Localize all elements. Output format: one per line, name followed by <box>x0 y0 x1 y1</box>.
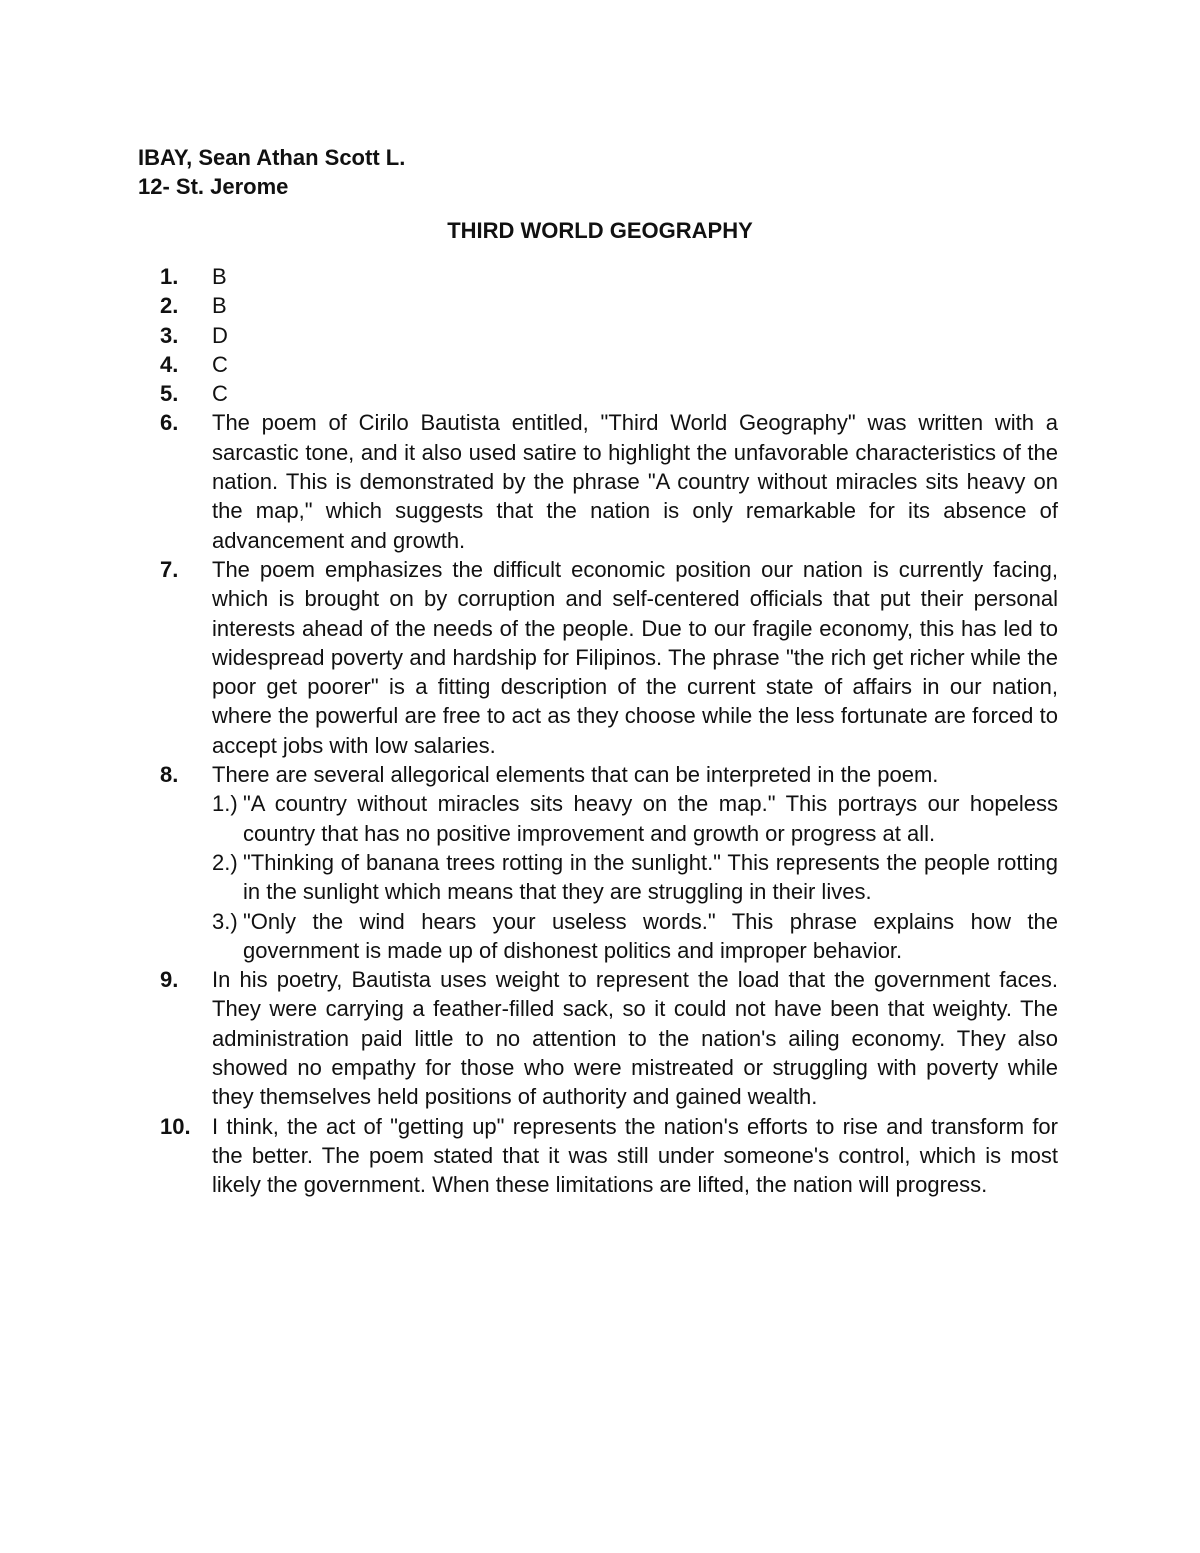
document-title: THIRD WORLD GEOGRAPHY <box>447 218 753 243</box>
allegory-text: "Only the wind hears your useless words." This phrase explains how the government is made up of dishonest politics and improper behavior. <box>243 908 1058 963</box>
allegory-list <box>212 789 1058 965</box>
answer-text: There are several allegorical elements that can be interpreted in the poem. <box>212 762 939 788</box>
answer-text: B <box>212 293 227 319</box>
answer-number: 9. <box>160 967 179 993</box>
student-section: 12- St. Jerome <box>138 174 289 199</box>
student-name: IBAY, Sean Athan Scott L. <box>138 145 406 170</box>
answer-text: I think, the act of "getting up" represents the nation's efforts to rise and transform for the better. The poem stated that it was still under someone's control, which is most likely the government. When these limitations are lifted, the nation will progress. <box>212 1113 1058 1198</box>
allegory-text: "A country without miracles sits heavy on the map." This portrays our hopeless country that has no positive improvement and growth or progress at all. <box>243 791 1058 846</box>
allegory-item <box>212 848 1058 907</box>
allegory-number: 3.) <box>212 908 238 934</box>
allegory-item <box>212 907 1058 966</box>
answer-item <box>160 379 1058 408</box>
answer-text: In his poetry, Bautista uses weight to represent the load that the government faces. They were carrying a feather-filled sack, so it could not have been that weighty. The administration paid little to no attention to the nation's ailing economy. They also showed no empathy for those who were mistreated or struggling with poverty while they themselves held positions of authority and gained wealth. <box>212 967 1058 1110</box>
answer-number: 10. <box>160 1113 191 1139</box>
allegory-text: "Thinking of banana trees rotting in the sunlight." This represents the people rotting in the sunlight which means that they are struggling in their lives. <box>243 849 1058 905</box>
answer-number: 8. <box>160 762 179 788</box>
answer-item <box>160 555 1058 760</box>
answer-number: 2. <box>160 293 179 319</box>
allegory-item <box>212 789 1058 848</box>
answer-item <box>160 408 1058 554</box>
answer-item <box>160 1112 1058 1200</box>
answer-text: The poem emphasizes the difficult economic position our nation is currently facing, which is brought on by corruption and self-centered officials that put their personal interests ahead of the needs of the people. Due to our fragile economy, this has led to widespread poverty and hardship for Filipinos. The phrase "the rich get richer while the poor get poorer" is a fitting description of the current state of affairs in our nation, where the powerful are free to act as they choose while the less fortunate are forced to accept jobs with low salaries. <box>212 556 1058 758</box>
allegory-number: 1.) <box>212 791 238 817</box>
answer-text: C <box>212 351 228 377</box>
allegory-number: 2.) <box>212 849 238 875</box>
answer-text: The poem of Cirilo Bautista entitled, "Third World Geography" was written with a sarcastic tone, and it also used satire to highlight the unfavorable characteristics of the nation. This is demonstrated by the phrase "A country without miracles sits heavy on the map," which suggests that the nation is only remarkable for its absence of advancement and growth. <box>212 410 1058 553</box>
answer-number: 3. <box>160 322 179 348</box>
answer-number: 4. <box>160 351 179 377</box>
answer-number: 1. <box>160 264 179 289</box>
answer-number: 7. <box>160 556 179 582</box>
answer-item <box>160 350 1058 379</box>
answer-item <box>160 321 1058 350</box>
student-header <box>138 143 405 201</box>
answer-item <box>160 965 1058 1111</box>
answer-text: C <box>212 381 228 407</box>
answer-text: B <box>212 264 227 289</box>
answer-number: 6. <box>160 410 179 436</box>
answer-item <box>160 291 1058 320</box>
answer-item <box>160 760 1058 965</box>
answer-text: D <box>212 322 228 348</box>
answer-number: 5. <box>160 381 179 407</box>
answer-list <box>160 262 1058 1200</box>
answer-item <box>160 262 1058 291</box>
